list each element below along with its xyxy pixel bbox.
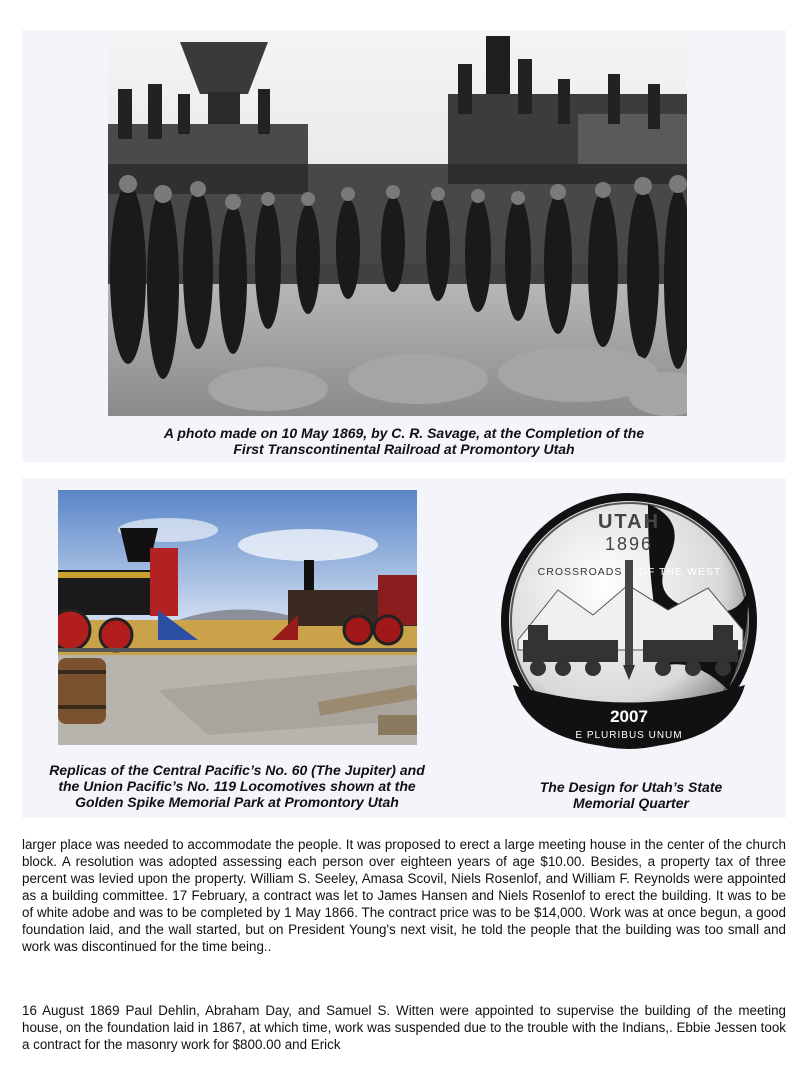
golden-spike-photo — [108, 34, 687, 416]
coin-year: 2007 — [610, 707, 648, 726]
replica-locomotives-photo — [58, 490, 417, 745]
coin-motto-left: CROSSROADS — [537, 566, 623, 578]
golden-spike-photo-art — [108, 34, 687, 416]
caption-line: A photo made on 10 May 1869, by C. R. Savage, at the Completion of the — [163, 425, 645, 441]
replica-locomotives-photo-art — [58, 490, 417, 745]
body-paragraph-1: larger place was needed to accommodate the people. It was proposed to erect a large meeting house in the center of the church block. A resolution was adopted assessing each person over eighteen years of age $10.00. Besides, a property tax of three percent was levied upon the property. William S. Seeley, Amasa Scovil, Niels Rosenlof, and William F. Reynolds were appointed as a building committee. 17 February, a contract was let to James Hansen and Niels Rosenlof to erect the building. It was to be of white adobe and was to be completed by 1 May 1866. The contract price was to be $14,000. Work was at once begun, a good foundation laid, and the wall started, but on President Young's next visit, he told the people that the building was too small and work was discontinued for the time being.. — [22, 837, 786, 954]
replica-photo-caption — [22, 762, 452, 810]
utah-quarter-coin-art — [498, 490, 760, 752]
coin-legend: E PLURIBUS UNUM — [575, 730, 683, 741]
caption-line: The Design for Utah’s State — [539, 779, 723, 795]
golden-spike-photo-caption — [22, 425, 786, 457]
caption-line: First Transcontinental Railroad at Promontory Utah — [233, 441, 575, 457]
coin-motto-right: OF THE WEST — [638, 566, 722, 578]
coin-statehood-year: 1896 — [604, 534, 654, 554]
quarter-caption — [500, 779, 762, 811]
body-paragraph-2: 16 August 1869 Paul Dehlin, Abraham Day, and Samuel S. Witten were appointed to supervise the building of the meeting house, on the foundation laid in 1867, at which time, work was suspended due to the trouble with the Indians,. Ebbie Jessen took a contract for the masonry work for $800.00 and Erick — [22, 1003, 786, 1052]
coin-state-text: UTAH — [597, 511, 661, 533]
caption-line: Golden Spike Memorial Park at Promontory Utah — [75, 794, 399, 810]
caption-line: Memorial Quarter — [573, 795, 689, 811]
caption-line: Replicas of the Central Pacific’s No. 60 (The Jupiter) and — [49, 762, 425, 778]
utah-quarter-coin — [498, 490, 760, 752]
caption-line: the Union Pacific’s No. 119 Locomotives shown at the — [58, 778, 416, 794]
